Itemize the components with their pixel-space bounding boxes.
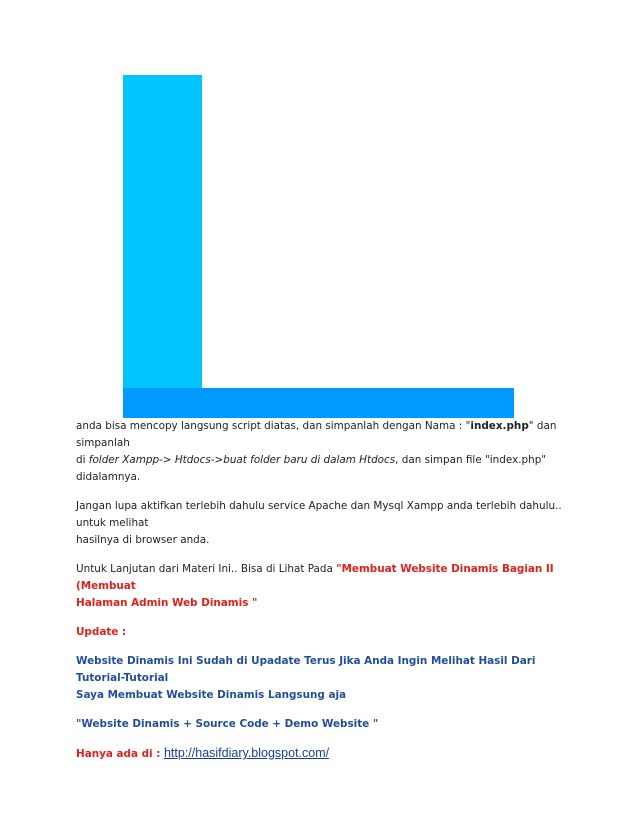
update-text-line2: Saya Membuat Website Dinamis Langsung aja <box>76 689 347 701</box>
update-text-line1: Website Dinamis Ini Sudah di Upadate Terus Jika Anda Ingin Melihat Hasil Dari Tutorial-Tutorial <box>76 655 536 684</box>
paragraph-copy-script <box>76 418 576 486</box>
para1-line2-prefix: di <box>76 454 89 466</box>
only-at-label: Hanya ada di : <box>76 748 164 760</box>
folder-path: folder Xampp-> Htdocs->buat folder baru di dalam Htdocs <box>88 454 396 466</box>
only-at-line <box>76 745 576 763</box>
blog-url-link[interactable]: http://hasifdiary.blogspot.com/ <box>163 746 330 760</box>
next-part-link-line2[interactable]: Halaman Admin Web Dinamis " <box>76 597 258 609</box>
para2-line2: hasilnya di browser anda. <box>76 534 210 546</box>
update-text <box>76 653 576 704</box>
para3-prefix: Untuk Lanjutan dari Materi Ini.. Bisa di Lihat Pada <box>76 563 337 575</box>
document-body <box>76 418 576 763</box>
letter-l-vertical-bar <box>123 75 202 389</box>
next-part-link-line1[interactable]: "Membuat Website Dinamis Bagian II (Membuat <box>76 563 554 592</box>
promo-title: "Website Dinamis + Source Code + Demo Website " <box>76 718 379 730</box>
para1-text-suffix: " dan simpanlah <box>76 420 557 449</box>
paragraph-activate-services <box>76 498 576 549</box>
letter-l-horizontal-bar <box>123 388 514 418</box>
filename-index-php: index.php <box>470 420 529 432</box>
update-label: Update : <box>76 626 127 638</box>
para1-text: anda bisa mencopy langsung script diatas, dan simpanlah dengan Nama : " <box>76 420 471 432</box>
paragraph-continuation <box>76 561 576 612</box>
para1-line2-suffix: , dan simpan file "index.php" didalamnya. <box>76 454 547 483</box>
para2-line1: Jangan lupa aktifkan terlebih dahulu service Apache dan Mysql Xampp anda terlebih dahulu.. untuk melihat <box>76 500 562 529</box>
